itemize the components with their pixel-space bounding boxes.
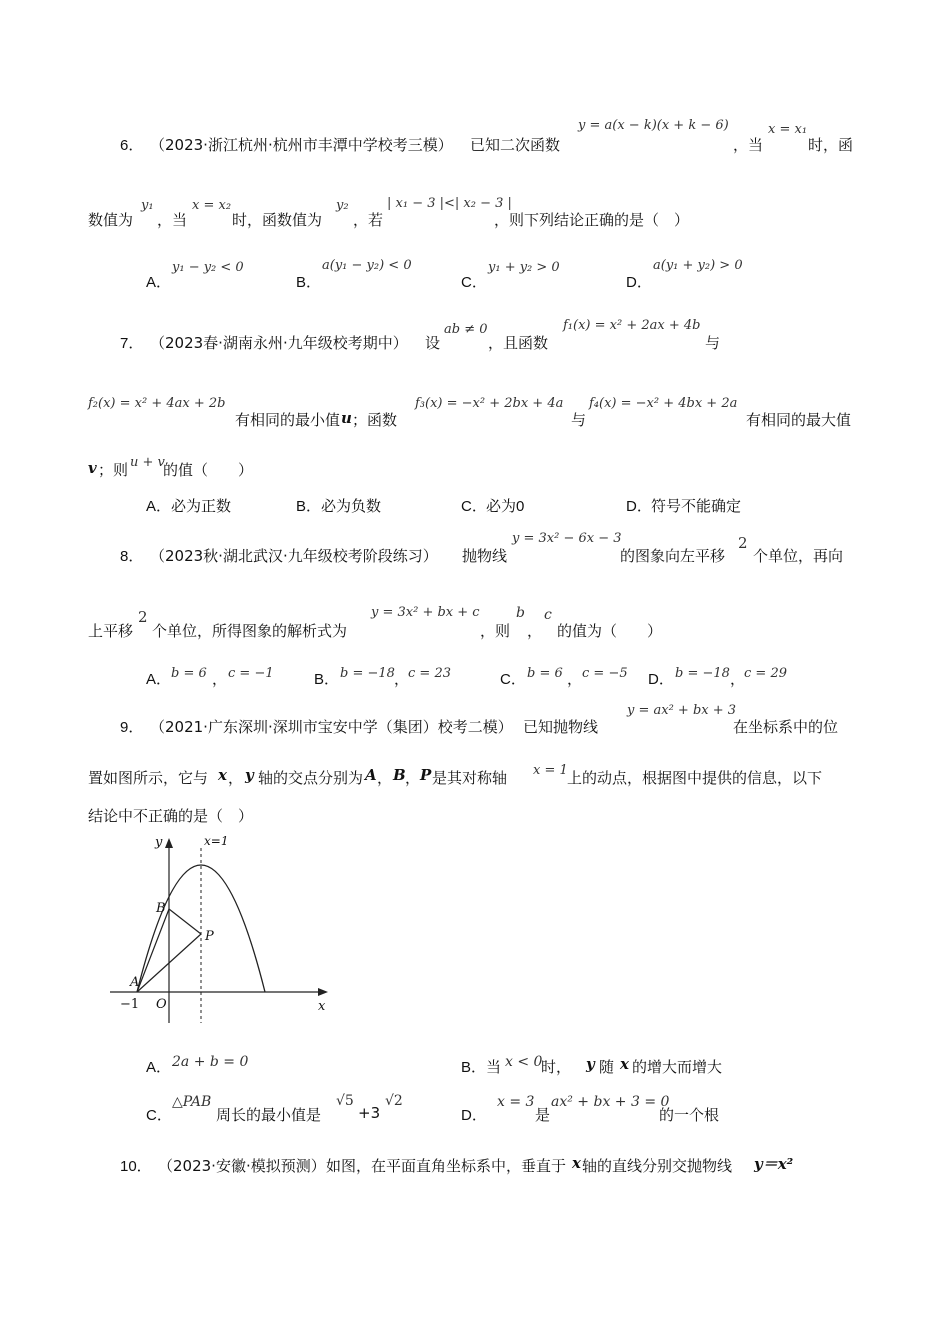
q7-option-text: 必为负数	[321, 497, 382, 515]
q9-parabola-graph	[110, 830, 340, 1030]
q9-text: ，	[228, 769, 244, 787]
q8-option-b: b = 6	[171, 666, 207, 681]
q7-text: 与	[705, 334, 721, 352]
q7-text: 与	[571, 411, 587, 429]
q7-text: 设	[425, 334, 441, 352]
q8-option-c: c = 29	[744, 666, 787, 681]
q6-option-expr: y₁ + y₂ > 0	[488, 260, 560, 275]
q8-option-label: A．	[146, 671, 172, 688]
q9-option-expr: √5	[336, 1093, 354, 1109]
q8-text: 的值为（ ）	[557, 622, 663, 640]
q7-option-label: C．	[461, 498, 487, 515]
x-axis-label: x	[318, 999, 326, 1014]
q9-option-text: 的一个根	[659, 1106, 720, 1124]
q6-text: 已知二次函数	[470, 136, 561, 154]
q8-text: 个单位，再向	[753, 547, 844, 565]
q8-option-b: b = −18	[340, 666, 395, 681]
q9-var: y	[586, 1055, 595, 1073]
q9-text: 是其对称轴	[432, 769, 508, 787]
q9-option-text: 当	[486, 1058, 502, 1076]
q9-text: 上的动点，根据图中提供的信息，以下	[567, 769, 823, 787]
q8-option-label: D．	[648, 671, 674, 688]
q6-option-label: B．	[296, 274, 322, 291]
q9-text: 结论中不正确的是（ ）	[88, 807, 254, 825]
q7-text: ，且函数	[488, 334, 549, 352]
q8-option-b: b = −18	[675, 666, 730, 681]
q6-number: 6．	[120, 137, 144, 154]
q9-text: 置如图所示，它与	[88, 769, 209, 787]
q7-formula: f₄(x) = −x² + 4bx + 2a	[589, 396, 738, 411]
q8-formula: b	[516, 605, 525, 621]
q9-text: 轴的交点分别为	[258, 769, 364, 787]
q7-formula: f₁(x) = x² + 2ax + 4b	[563, 318, 701, 333]
q8-text: 抛物线	[462, 547, 508, 565]
q9-var: y	[245, 766, 254, 784]
q6-text: 数值为	[88, 211, 134, 229]
q6-formula: x = x₁	[768, 122, 808, 137]
q9-var: B	[393, 766, 406, 784]
q7-option-label: D．	[626, 498, 652, 515]
q9-option-text: 时，	[541, 1058, 572, 1076]
point-B-label: B	[156, 901, 166, 916]
q8-formula: y = 3x² − 6x − 3	[512, 531, 622, 546]
q6-text: ，当	[733, 136, 764, 154]
q6-option-label: C．	[461, 274, 487, 291]
q10-source: （2023·安徽·模拟预测）	[158, 1157, 326, 1175]
q9-text: 已知抛物线	[523, 718, 599, 736]
q6-formula: | x₁ − 3 |<| x₂ − 3 |	[387, 196, 512, 211]
q9-option-expr: ax² + bx + 3 = 0	[551, 1094, 670, 1110]
q7-option-text: 必为正数	[171, 497, 232, 515]
q8-text: ，则	[480, 622, 511, 640]
segment-BP	[169, 909, 201, 934]
q7-option-text: 必为0	[486, 498, 525, 515]
q8-option-c: c = −5	[582, 666, 628, 681]
q8-text: 上平移	[88, 622, 134, 640]
origin-label: O	[156, 997, 167, 1012]
q9-text: 在坐标系中的位	[733, 718, 839, 736]
q8-source: （2023秋·湖北武汉·九年级校考阶段练习）	[150, 547, 438, 565]
q6-source: （2023·浙江杭州·杭州市丰潭中学校考三模）	[150, 136, 453, 154]
q9-var: P	[420, 766, 432, 784]
q7-option-label: B．	[296, 498, 322, 515]
q10-number: 10．	[120, 1158, 152, 1175]
q6-option-expr: y₁ − y₂ < 0	[172, 260, 244, 275]
point-P-label: P	[205, 929, 214, 944]
q7-option-label: A．	[146, 498, 172, 515]
q7-text: ；函数	[352, 411, 398, 429]
q8-formula: c	[544, 607, 552, 623]
symmetry-axis-label: x=1	[204, 834, 229, 848]
q8-formula: y = 3x² + bx + c	[371, 605, 480, 620]
q9-var: x	[620, 1055, 629, 1073]
q6-formula: y₁	[141, 198, 154, 213]
q9-option-expr: 2a + b = 0	[172, 1054, 249, 1070]
q6-formula: y₂	[336, 198, 349, 213]
q8-text: 的图象向左平移	[620, 547, 726, 565]
y-axis-label: y	[155, 835, 163, 850]
q7-option-text: 符号不能确定	[651, 497, 742, 515]
q6-option-expr: a(y₁ − y₂) < 0	[322, 258, 412, 273]
q8-option-c: c = −1	[228, 666, 274, 681]
q9-option-label: A．	[146, 1059, 172, 1076]
q6-option-label: A．	[146, 274, 172, 291]
q8-text: ，	[527, 622, 543, 640]
minus-one-label: −1	[120, 997, 140, 1012]
q10-formula: y＝x²	[754, 1155, 794, 1173]
q8-option-label: B．	[314, 671, 340, 688]
q6-text: ，若	[353, 211, 384, 229]
q7-formula: f₂(x) = x² + 4ax + 2b	[88, 396, 226, 411]
q7-number: 7．	[120, 335, 144, 352]
q8-option-c: c = 23	[408, 666, 451, 681]
q9-number: 9．	[120, 719, 144, 736]
q7-text: 的值（ ）	[163, 461, 254, 479]
q9-option-expr: x = 3	[497, 1094, 535, 1110]
q9-option-label: C．	[146, 1107, 172, 1124]
q6-text: 时，函	[808, 136, 854, 154]
q6-formula: y = a(x − k)(x + k − 6)	[578, 118, 729, 133]
q10-text: 如图，在平面直角坐标系中，垂直于	[326, 1157, 567, 1175]
q8-option-b: b = 6	[527, 666, 563, 681]
q9-var: x	[218, 766, 227, 784]
q8-text: 个单位，所得图象的解析式为	[152, 622, 348, 640]
q9-source: （2021·广东深圳·深圳市宝安中学（集团）校考二模）	[150, 718, 513, 736]
q9-option-expr: √2	[385, 1093, 403, 1109]
q9-option-text: 周长的最小值是	[216, 1106, 322, 1124]
q6-text: ，则下列结论正确的是（ ）	[494, 211, 690, 229]
q7-formula: ab ≠ 0	[444, 322, 488, 337]
q8-formula: 2	[738, 534, 748, 552]
y-axis-arrow-icon	[165, 838, 173, 848]
q7-formula: f₃(x) = −x² + 2bx + 4a	[415, 396, 564, 411]
q9-option-expr: △PAB	[172, 1094, 212, 1110]
q6-formula: x = x₂	[192, 198, 232, 213]
q6-option-expr: a(y₁ + y₂) > 0	[653, 258, 743, 273]
q7-source: （2023春·湖南永州·九年级校考期中）	[150, 334, 408, 352]
q8-number: 8．	[120, 548, 144, 565]
q9-formula: x = 1	[533, 763, 568, 778]
q7-text: 有相同的最小值	[235, 411, 341, 429]
q10-text: 轴的直线分别交抛物线	[582, 1157, 733, 1175]
x-axis-arrow-icon	[318, 988, 328, 996]
q6-option-label: D．	[626, 274, 652, 291]
q9-option-text: +3	[358, 1104, 381, 1122]
q9-option-text: 是	[535, 1106, 551, 1124]
q7-text: ；则	[98, 461, 129, 479]
q9-option-expr: x < 0	[505, 1054, 543, 1070]
q7-text: 有相同的最大值	[746, 411, 852, 429]
point-A-label: A	[130, 975, 140, 990]
segment-AB	[137, 909, 169, 992]
q10-var: x	[572, 1154, 581, 1172]
q9-formula: y = ax² + bx + 3	[627, 703, 737, 718]
q7-var-u: u	[341, 409, 352, 427]
q8-formula: 2	[138, 608, 148, 626]
q6-text: ，当	[157, 211, 188, 229]
q9-option-text: 随	[599, 1058, 615, 1076]
q9-option-text: 的增大而增大	[632, 1058, 723, 1076]
q9-option-label: B．	[461, 1059, 487, 1076]
q7-formula: u + v	[130, 455, 165, 470]
q9-option-label: D．	[461, 1107, 487, 1124]
q6-text: 时，函数值为	[232, 211, 323, 229]
q9-var: A	[365, 766, 377, 784]
q8-option-label: C．	[500, 671, 526, 688]
q7-var-v: v	[88, 459, 97, 477]
